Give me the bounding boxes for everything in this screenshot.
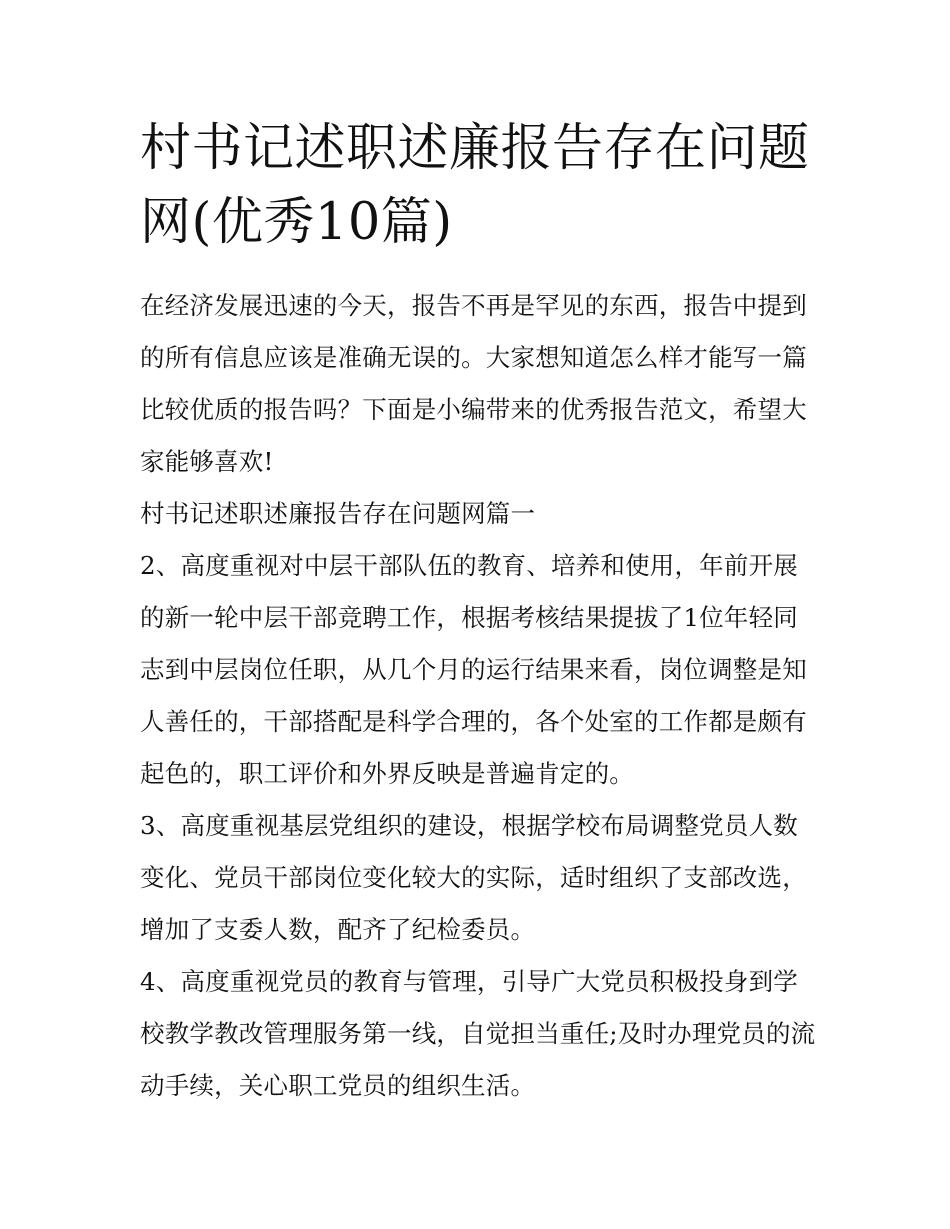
- body-paragraph: 3、高度重视基层党组织的建设，根据学校布局调整党员人数变化、党员干部岗位变化较大的实际，适时组织了支部改选，增加了支委人数，配齐了纪检委员。: [140, 811, 807, 944]
- section-heading: 村书记述职述廉报告存在问题网篇一: [140, 499, 536, 528]
- document-title: 村书记述职述廉报告存在问题网(优秀10篇): [140, 119, 810, 252]
- intro-paragraph: 在经济发展迅速的今天，报告不再是罕见的东西，报告中提到的所有信息应该是准确无误的。大家想知道怎么样才能写一篇比较优质的报告吗？下面是小编带来的优秀报告范文，希望大家能够喜欢!: [140, 291, 807, 476]
- body-paragraph: 2、高度重视对中层干部队伍的教育、培养和使用，年前开展的新一轮中层干部竞聘工作，根据考核结果提拔了1位年轻同志到中层岗位任职，从几个月的运行结果来看，岗位调整是知人善任的，干部搭配是科学合理的，各个处室的工作都是颇有起色的，职工评价和外界反映是普遍肯定的。: [140, 551, 807, 788]
- body-paragraph: 4、高度重视党员的教育与管理，引导广大党员积极投身到学校教学教改管理服务第一线，自觉担当重任;及时办理党员的流动手续，关心职工党员的组织生活。: [140, 967, 816, 1100]
- document-body: [140, 280, 816, 1112]
